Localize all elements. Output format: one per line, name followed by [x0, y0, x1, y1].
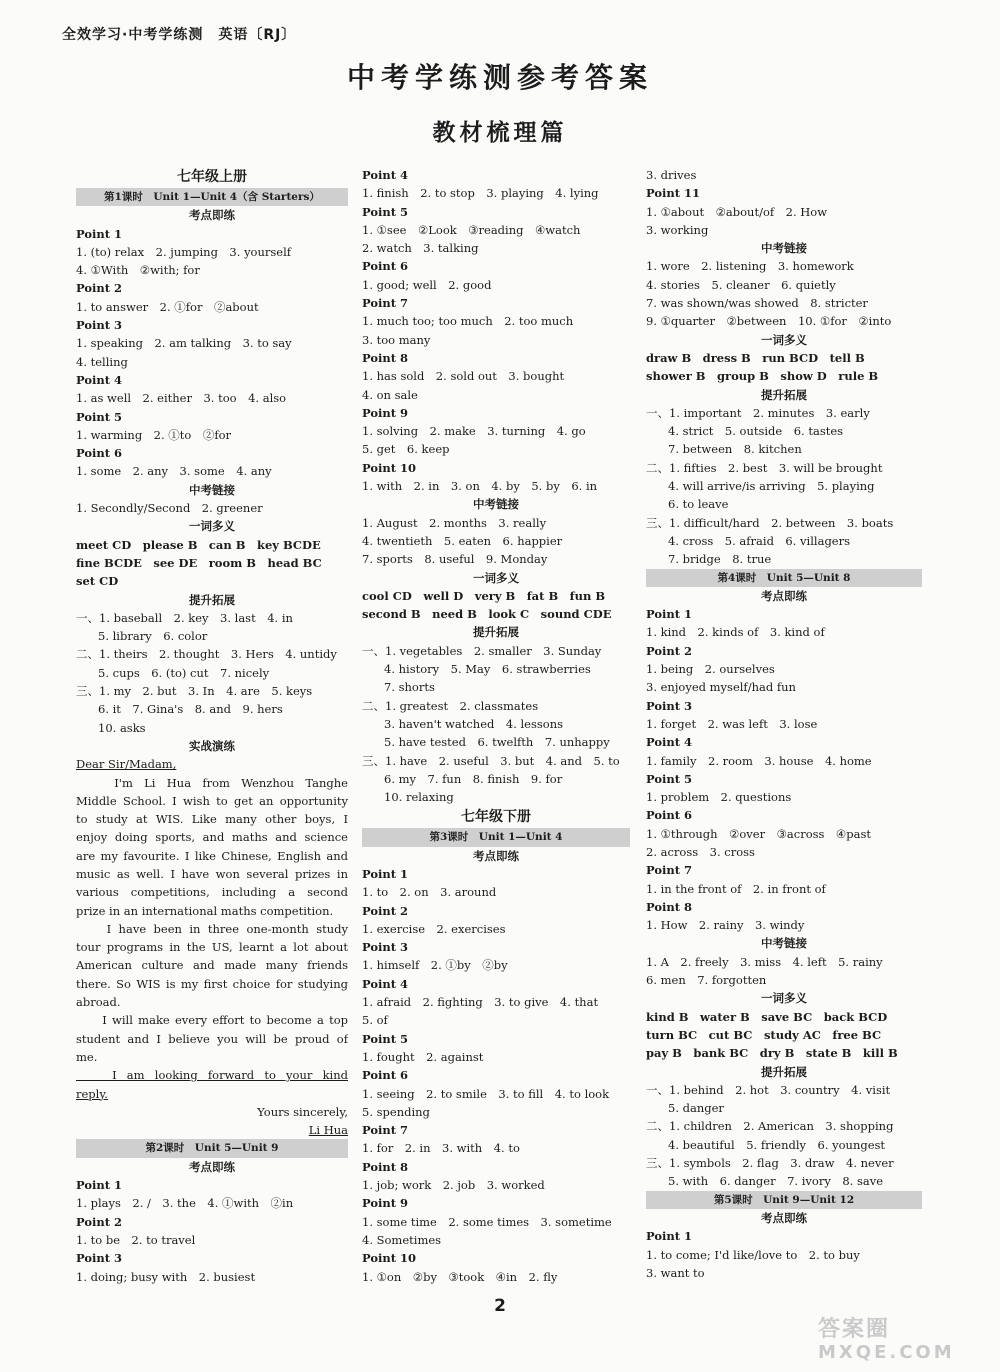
point-heading: Point 6: [362, 259, 409, 274]
answer-line: 1. family 2. room 3. house 4. home: [646, 753, 872, 768]
section-heading: 中考链接: [761, 241, 807, 256]
essay-line: there. So WIS is my first choice for studying: [76, 976, 348, 991]
point-heading: Point 7: [362, 296, 409, 311]
answer-line: 1. with 2. in 3. on 4. by 5. by 6. in: [362, 479, 598, 494]
point-heading: Point 8: [646, 899, 693, 914]
answer-line: 1. problem 2. questions: [646, 790, 792, 805]
section-title: 教材梳理篇: [432, 120, 568, 146]
point-heading: Point 4: [646, 735, 693, 750]
section-heading: 考点即练: [189, 208, 235, 223]
answer-line: 1. A 2. freely 3. miss 4. left 5. rainy: [646, 954, 883, 969]
answer-line: 3. working: [646, 222, 709, 237]
section-heading: 考点即练: [473, 848, 519, 863]
answer-line: 4. on sale: [362, 387, 418, 402]
point-heading: Point 10: [362, 1251, 417, 1266]
answer-line: 5. of: [362, 1013, 388, 1028]
page-number: 2: [494, 1296, 506, 1316]
answer-line: cool CD well D very B fat B fun B: [362, 588, 606, 603]
answer-line: 1. fought 2. against: [362, 1049, 484, 1064]
point-heading: Point 7: [646, 863, 693, 878]
answer-line: 1. has sold 2. sold out 3. bought: [362, 369, 565, 384]
essay-line: I will make every effort to become a top: [76, 1013, 348, 1028]
section-heading: 提升拓展: [761, 1064, 807, 1079]
essay-line: enjoy doing sports, and maths and science: [76, 830, 348, 845]
answer-line: 4. stories 5. cleaner 6. quietly: [646, 277, 836, 292]
point-heading: Point 3: [646, 698, 693, 713]
answer-line: 10. asks: [98, 720, 146, 735]
answer-line: reply.: [76, 1086, 108, 1101]
answer-line: 1. ①on ②by ③took ④in 2. fly: [362, 1269, 558, 1284]
answer-line: 1. exercise 2. exercises: [362, 921, 506, 936]
point-heading: Point 4: [362, 168, 409, 182]
answer-line: 5. spending: [362, 1104, 430, 1119]
answer-line: 5. cups 6. (to) cut 7. nicely: [98, 665, 270, 680]
answer-line: 9. ①quarter ②between 10. ①for ②into: [646, 314, 892, 329]
point-heading: Point 3: [76, 318, 123, 333]
answer-line: 1. job; work 2. job 3. worked: [362, 1178, 545, 1193]
answer-line: 6. men 7. forgotten: [646, 973, 767, 988]
site-watermark: [818, 1318, 978, 1366]
point-heading: Point 3: [76, 1251, 123, 1266]
answer-line: 1. to come; I'd like/love to 2. to buy: [646, 1247, 860, 1262]
point-heading: Point 4: [362, 976, 409, 991]
answer-line: 1. to be 2. to travel: [76, 1232, 196, 1247]
answer-line: 2. across 3. cross: [646, 844, 755, 859]
point-heading: Point 2: [76, 1214, 123, 1229]
point-heading: Point 5: [646, 771, 693, 786]
lesson-banner: 第3课时 Unit 1—Unit 4: [362, 828, 630, 846]
grade-heading: 七年级上册: [177, 169, 247, 185]
answer-line: 1. seeing 2. to smile 3. to fill 4. to look: [362, 1086, 610, 1101]
point-heading: Point 8: [362, 350, 409, 365]
answer-line: 1. finish 2. to stop 3. playing 4. lying: [362, 186, 599, 201]
answer-line: meet CD please B can B key BCDE: [76, 537, 321, 552]
answer-line: 1. August 2. months 3. really: [362, 515, 547, 530]
point-heading: Point 1: [362, 866, 409, 881]
grade-heading: 七年级下册: [461, 809, 531, 826]
answer-line: 1. ①through ②over ③across ④past: [646, 826, 871, 841]
essay-line: I'm Li Hua from Wenzhou Tanghe: [76, 775, 348, 790]
answer-line: 二、1. children 2. American 3. shopping: [646, 1119, 894, 1134]
essay-line: various competitions, including a second: [76, 885, 348, 900]
answer-line: 1. solving 2. make 3. turning 4. go: [362, 424, 586, 439]
answer-line: 6. to leave: [668, 497, 729, 512]
answer-line: 1. doing; busy with 2. busiest: [76, 1269, 256, 1284]
essay-line: to study at WIS. Like many other boys, I: [76, 812, 348, 827]
section-heading: 一词多义: [761, 991, 807, 1006]
answer-line: 3. haven't watched 4. lessons: [384, 716, 564, 731]
watermark-logo-text: 答案圈: [818, 1317, 891, 1342]
answer-line: Dear Sir/Madam,: [76, 757, 177, 772]
answer-line: 3. enjoyed myself/had fun: [646, 680, 796, 695]
lesson-banner: 第2课时 Unit 5—Unit 9: [76, 1139, 348, 1157]
answer-line: 1. as well 2. either 3. too 4. also: [76, 391, 287, 406]
answer-line: 二、1. fifties 2. best 3. will be brought: [646, 460, 883, 475]
point-heading: Point 7: [362, 1123, 409, 1138]
answer-line: 1. himself 2. ①by ②by: [362, 958, 508, 973]
answer-line: turn BC cut BC study AC free BC: [646, 1027, 882, 1042]
answer-line: 1. in the front of 2. in front of: [646, 881, 826, 896]
answer-line: 1. wore 2. listening 3. homework: [646, 259, 854, 274]
point-heading: Point 2: [76, 281, 123, 296]
answer-line: abroad.: [76, 995, 121, 1010]
answer-line: 1. (to) relax 2. jumping 3. yourself: [76, 244, 292, 259]
point-heading: Point 6: [76, 446, 123, 461]
point-heading: Point 1: [646, 1229, 693, 1244]
answer-line: 1. good; well 2. good: [362, 277, 492, 292]
section-heading: 中考链接: [473, 497, 519, 512]
point-heading: Point 8: [362, 1159, 409, 1174]
answer-line: 7. was shown/was showed 8. stricter: [646, 296, 868, 311]
answer-line: kind B water B save BC back BCD: [646, 1009, 888, 1024]
answer-line: draw B dress B run BCD tell B: [646, 350, 865, 365]
answer-line: 7. sports 8. useful 9. Monday: [362, 552, 548, 567]
answer-line: 一、1. behind 2. hot 3. country 4. visit: [646, 1082, 891, 1097]
answer-line: 5. have tested 6. twelfth 7. unhappy: [384, 735, 610, 750]
answer-line: 4. ①With ②with; for: [76, 263, 200, 278]
answer-line: 4. will arrive/is arriving 5. playing: [668, 479, 875, 494]
point-heading: Point 10: [362, 460, 417, 475]
answer-line: 7. bridge 8. true: [668, 552, 772, 567]
answer-line: 1. to answer 2. ①for ②about: [76, 299, 259, 314]
lesson-banner: 第5课时 Unit 9—Unit 12: [646, 1191, 922, 1209]
page-header: 全效学习·中考学练测 英语〔RJ〕: [62, 27, 297, 43]
point-heading: Point 5: [362, 1031, 409, 1046]
answer-line: pay B bank BC dry B state B kill B: [646, 1046, 898, 1061]
answer-line: 4. cross 5. afraid 6. villagers: [668, 533, 851, 548]
answer-line: 1. speaking 2. am talking 3. to say: [76, 336, 292, 351]
section-heading: 考点即练: [761, 1210, 807, 1225]
answer-line: 二、1. greatest 2. classmates: [362, 698, 539, 713]
answer-line: 1. being 2. ourselves: [646, 662, 775, 677]
watermark-url: MXQE.COM: [818, 1342, 955, 1363]
answer-line: 一、1. important 2. minutes 3. early: [646, 405, 870, 420]
answer-line: 三、1. difficult/hard 2. between 3. boats: [646, 515, 894, 530]
answer-line: 3. too many: [362, 332, 431, 347]
answer-line: 1. for 2. in 3. with 4. to: [362, 1141, 520, 1156]
essay-line: music as well. I have won several prizes in: [76, 866, 348, 881]
answer-line: fine BCDE see DE room B head BC: [76, 555, 322, 570]
answer-column-2: [362, 166, 630, 1286]
answer-line: 3. drives: [646, 168, 697, 182]
lesson-banner: 第4课时 Unit 5—Unit 8: [646, 569, 922, 587]
answer-line: 1. to 2. on 3. around: [362, 885, 497, 900]
answer-line: 5. with 6. danger 7. ivory 8. save: [668, 1174, 884, 1189]
section-heading: 考点即练: [761, 588, 807, 603]
essay-line: I am looking forward to your kind: [76, 1068, 348, 1083]
point-heading: Point 9: [362, 1196, 409, 1211]
point-heading: Point 1: [646, 607, 693, 622]
answer-line: 7. shorts: [384, 680, 435, 695]
point-heading: Point 2: [362, 903, 409, 918]
answer-line: shower B group B show D rule B: [646, 369, 879, 384]
answer-line: 一、1. baseball 2. key 3. last 4. in: [76, 610, 293, 625]
answer-line: 1. Secondly/Second 2. greener: [76, 501, 263, 516]
answer-column-3: [646, 166, 922, 1282]
answer-line: 6. it 7. Gina's 8. and 9. hers: [98, 702, 283, 717]
page-title: 中考学练测参考答案: [346, 61, 653, 94]
answer-line: 4. strict 5. outside 6. tastes: [668, 424, 844, 439]
point-heading: Point 2: [646, 643, 693, 658]
answer-line: 4. Sometimes: [362, 1232, 442, 1247]
answer-line: 5. danger: [668, 1101, 724, 1116]
essay-line: I have been in three one-month study: [76, 921, 348, 936]
answer-line: 2. watch 3. talking: [362, 241, 479, 256]
section-heading: 中考链接: [189, 482, 235, 497]
section-heading: 一词多义: [473, 570, 519, 585]
point-heading: Point 6: [646, 808, 693, 823]
answer-column-1: [76, 166, 348, 1286]
answer-line: 10. relaxing: [384, 790, 454, 805]
point-heading: Point 4: [76, 372, 123, 387]
section-heading: 一词多义: [189, 519, 235, 534]
answer-line: set CD: [76, 574, 119, 589]
section-heading: 中考链接: [761, 936, 807, 951]
answer-line: 1. kind 2. kinds of 3. kind of: [646, 625, 825, 640]
answer-line: 7. between 8. kitchen: [668, 442, 802, 457]
point-heading: Point 9: [362, 405, 409, 420]
answer-line: 6. my 7. fun 8. finish 9. for: [384, 771, 563, 786]
point-heading: Point 1: [76, 1178, 123, 1193]
answer-line: 一、1. vegetables 2. smaller 3. Sunday: [362, 643, 602, 658]
answer-line: 4. twentieth 5. eaten 6. happier: [362, 533, 563, 548]
answer-line: 1. much too; too much 2. too much: [362, 314, 574, 329]
answer-line: 3. want to: [646, 1265, 705, 1280]
answer-line: 5. get 6. keep: [362, 442, 450, 457]
section-heading: 提升拓展: [189, 592, 235, 607]
answer-line: 1. ①about ②about/of 2. How: [646, 204, 828, 219]
section-heading: 实战演练: [189, 738, 235, 753]
answer-line: second B need B look C sound CDE: [362, 607, 612, 622]
essay-line: Middle School. I wish to get an opportunity: [76, 793, 348, 808]
lesson-banner: 第1课时 Unit 1—Unit 4（含 Starters）: [76, 188, 348, 206]
point-heading: Point 3: [362, 940, 409, 955]
answer-line: 4. beautiful 5. friendly 6. youngest: [668, 1137, 886, 1152]
answer-line: 1. forget 2. was left 3. lose: [646, 716, 818, 731]
section-heading: 提升拓展: [473, 625, 519, 640]
answer-line: 三、1. symbols 2. flag 3. draw 4. never: [646, 1156, 894, 1171]
point-heading: Point 11: [646, 186, 701, 201]
answer-line: 1. warming 2. ①to ②for: [76, 427, 232, 442]
answer-line: me.: [76, 1049, 98, 1064]
answer-line: prize in an international maths competition.: [76, 903, 334, 918]
answer-line: Li Hua: [308, 1123, 348, 1138]
essay-line: are my favourite. I like Chinese, English and: [76, 848, 348, 863]
essay-line: American culture and made many friends: [76, 958, 348, 973]
answer-line: 5. library 6. color: [98, 629, 208, 644]
section-heading: 一词多义: [761, 332, 807, 347]
section-heading: 提升拓展: [761, 387, 807, 402]
answer-line: 1. some 2. any 3. some 4. any: [76, 464, 272, 479]
point-heading: Point 5: [362, 204, 409, 219]
answer-line: 1. afraid 2. fighting 3. to give 4. that: [362, 995, 599, 1010]
point-heading: Point 1: [76, 226, 123, 241]
point-heading: Point 6: [362, 1068, 409, 1083]
point-heading: Point 5: [76, 409, 123, 424]
answer-line: 二、1. theirs 2. thought 3. Hers 4. untidy: [76, 647, 337, 662]
essay-line: tour programs in the US, learnt a lot about: [76, 940, 348, 955]
answer-line: 1. How 2. rainy 3. windy: [646, 918, 805, 933]
essay-line: student and I believe you will be proud of: [76, 1031, 348, 1046]
answer-line: 1. plays 2. / 3. the 4. ①with ②in: [76, 1196, 294, 1211]
answer-line: 三、1. have 2. useful 3. but 4. and 5. to: [362, 753, 620, 768]
answer-line: 三、1. my 2. but 3. In 4. are 5. keys: [76, 684, 313, 699]
answer-line: Yours sincerely,: [257, 1104, 348, 1119]
answer-line: 4. telling: [76, 354, 128, 369]
answer-line: 4. history 5. May 6. strawberries: [384, 662, 591, 677]
answer-line: 1. some time 2. some times 3. sometime: [362, 1214, 612, 1229]
answer-line: 1. ①see ②Look ③reading ④watch: [362, 222, 581, 237]
section-heading: 考点即练: [189, 1159, 235, 1174]
